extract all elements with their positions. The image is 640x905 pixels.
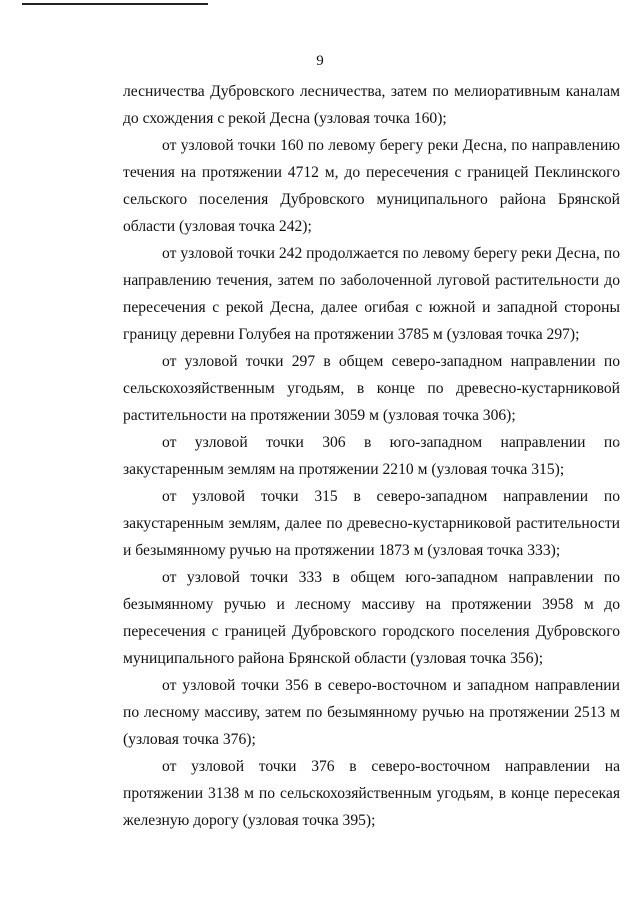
paragraph: от узловой точки 376 в северо-восточном направлении на протяжении 3138 м по сельскохозяйственным угодьям, в конце пересекая железную дорогу (узловая точка 395); — [123, 758, 620, 829]
paragraph: лесничества Дубровского лесничества, затем по мелиоративным каналам до схождения с рекой Десна (узловая точка 160); — [123, 83, 620, 127]
paragraph: от узловой точки 160 по левому берегу реки Десна, по направлению течения на протяжении 4712 м, до пересечения с границей Пеклинского сельского поселения Дубровского муниципального района Брянской области (узловая точка 242); — [123, 137, 620, 235]
top-rule — [22, 3, 208, 5]
document-body — [123, 78, 620, 834]
scan-mark — [616, 441, 622, 448]
paragraph: от узловой точки 356 в северо-восточном и западном направлении по лесному массиву, затем по безымянному ручью на протяжении 2513 м (узловая точка 376); — [123, 677, 620, 748]
paragraph: от узловой точки 297 в общем северо-западном направлении по сельскохозяйственным угодьям, в конце по древесно-кустарниковой растительности на протяжении 3059 м (узловая точка 306); — [123, 353, 620, 424]
paragraph: от узловой точки 242 продолжается по левому берегу реки Десна, по направлению течения, затем по заболоченной луговой растительности до пересечения с рекой Десна, далее огибая с южной и западной стороны границу деревни Голубея на протяжении 3785 м (узловая точка 297); — [123, 245, 620, 343]
paragraph: от узловой точки 315 в северо-западном направлении по закустаренным землям, далее по древесно-кустарниковой растительности и безымянному ручью на протяжении 1873 м (узловая точка 333); — [123, 488, 620, 559]
paragraph: от узловой точки 306 в юго-западном направлении по закустаренным землям на протяжении 2210 м (узловая точка 315); — [123, 434, 620, 478]
paragraph: от узловой точки 333 в общем юго-западном направлении по безымянному ручью и лесному массиву на протяжении 3958 м до пересечения с границей Дубровского городского поселения Дубровского муниципального района Брянской области (узловая точка 356); — [123, 569, 620, 667]
page-number: 9 — [316, 53, 324, 69]
